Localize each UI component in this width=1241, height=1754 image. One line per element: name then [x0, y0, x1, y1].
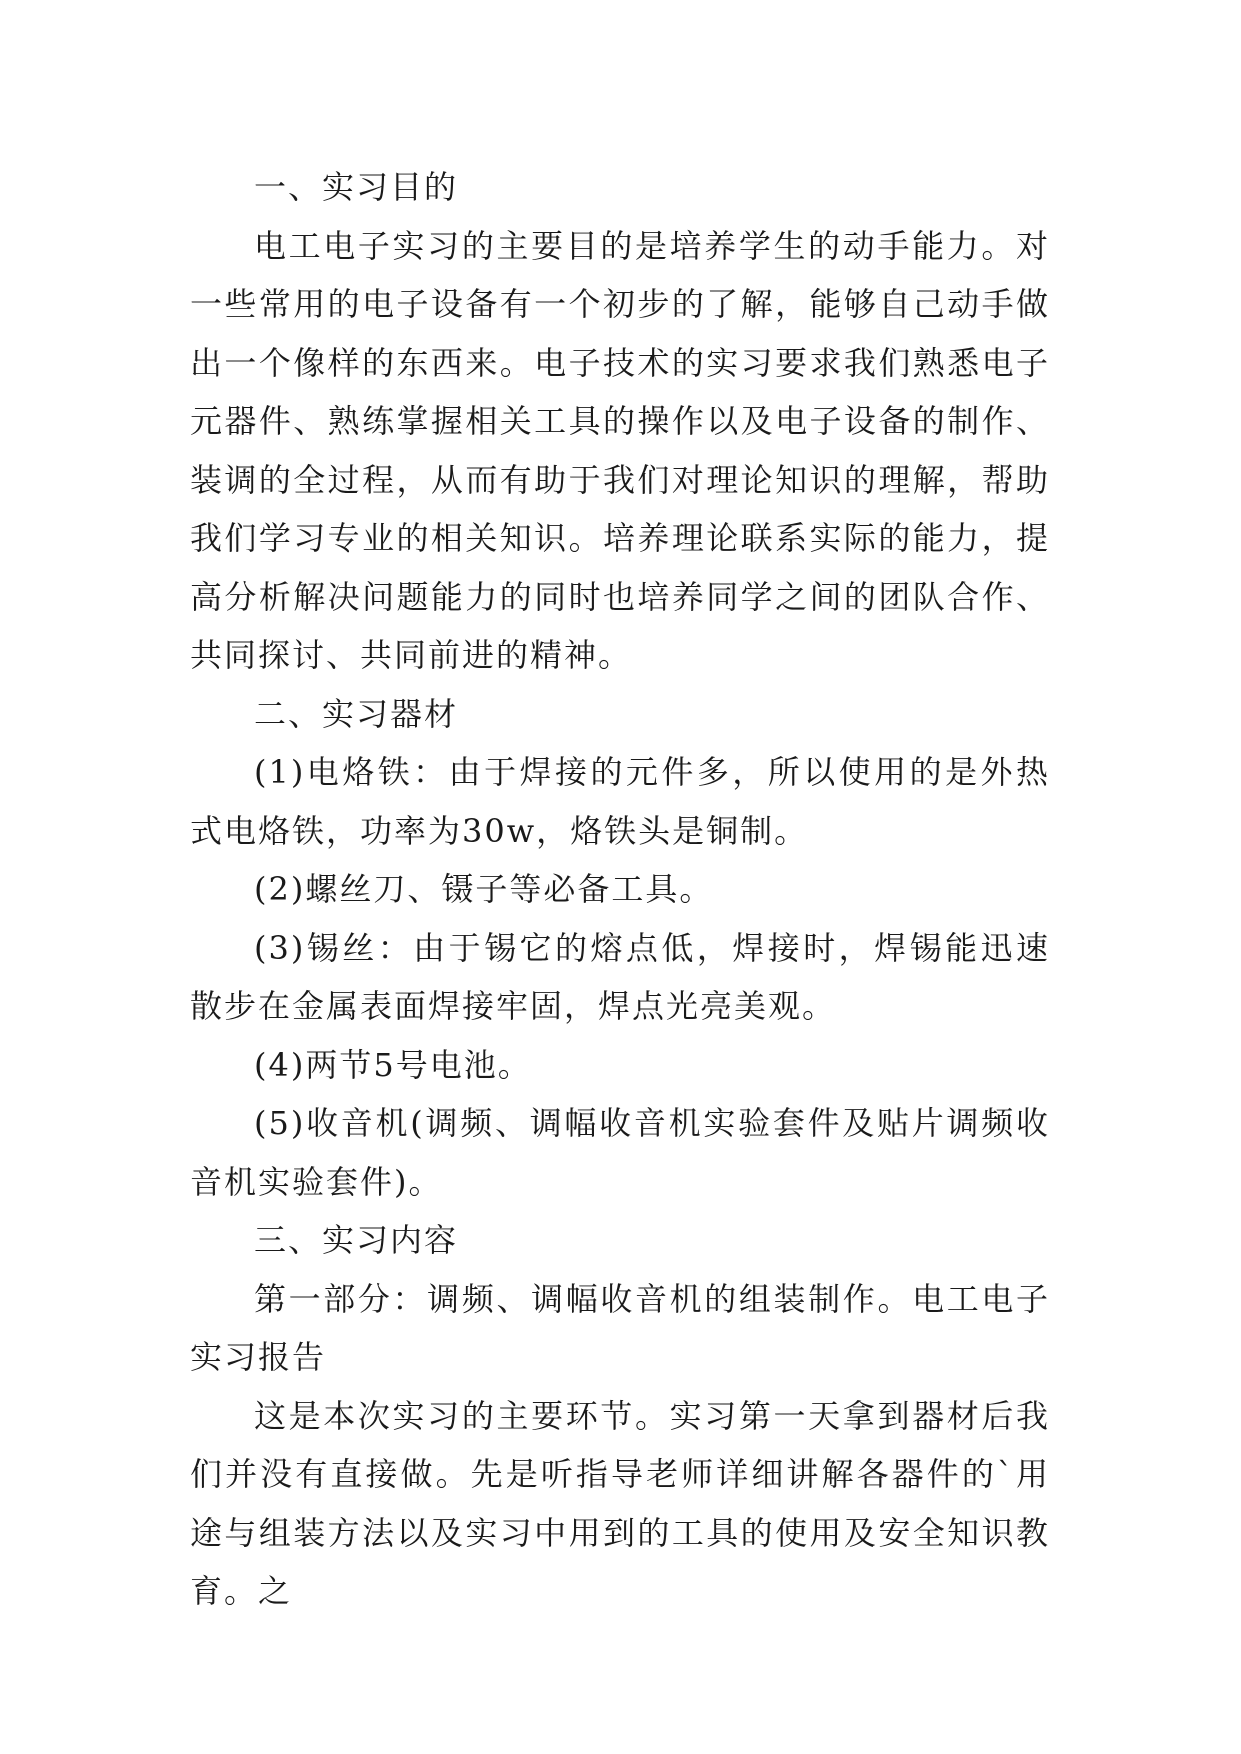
paragraph-soldering-iron: (1)电烙铁：由于焊接的元件多，所以使用的是外热式电烙铁，功率为30w，烙铁头是铜制。	[190, 753, 1050, 850]
paragraph-purpose: 电工电子实习的主要目的是培养学生的动手能力。对一些常用的电子设备有一个初步的了解，能够自己动手做出一个像样的东西来。电子技术的实习要求我们熟悉电子元器件、熟练掌握相关工具的操作以及电子设备的制作、装调的全过程，从而有助于我们对理论知识的理解，帮助我们学习专业的相关知识。培养理论联系实际的能力，提高分析解决问题能力的同时也培养同学之间的团队合作、共同探讨、共同前进的精神。	[190, 226, 1050, 674]
paragraph-main-stage: 这是本次实习的主要环节。实习第一天拿到器材后我们并没有直接做。先是听指导老师详细讲解各器件的`用途与组装方法以及实习中用到的工具的使用及安全知识教育。之	[190, 1396, 1050, 1610]
section-heading-purpose: 一、实习目的	[254, 168, 459, 206]
paragraph-tools: (2)螺丝刀、镊子等必备工具。	[254, 870, 714, 908]
section-heading-equipment: 二、实习器材	[254, 694, 459, 733]
section-heading-content: 三、实习内容	[254, 1221, 459, 1259]
paragraph-solder-wire: (3)锡丝：由于锡它的熔点低，焊接时，焊锡能迅速散步在金属表面焊接牢固，焊点光亮美观。	[190, 928, 1050, 1025]
paragraph-batteries: (4)两节5号电池。	[254, 1045, 532, 1084]
paragraph-radio-kit: (5)收音机(调频、调幅收音机实验套件及贴片调频收音机实验套件)。	[190, 1104, 1050, 1201]
paragraph-part-one: 第一部分：调频、调幅收音机的组装制作。电工电子实习报告	[190, 1279, 1050, 1376]
document-body	[190, 158, 1050, 1621]
